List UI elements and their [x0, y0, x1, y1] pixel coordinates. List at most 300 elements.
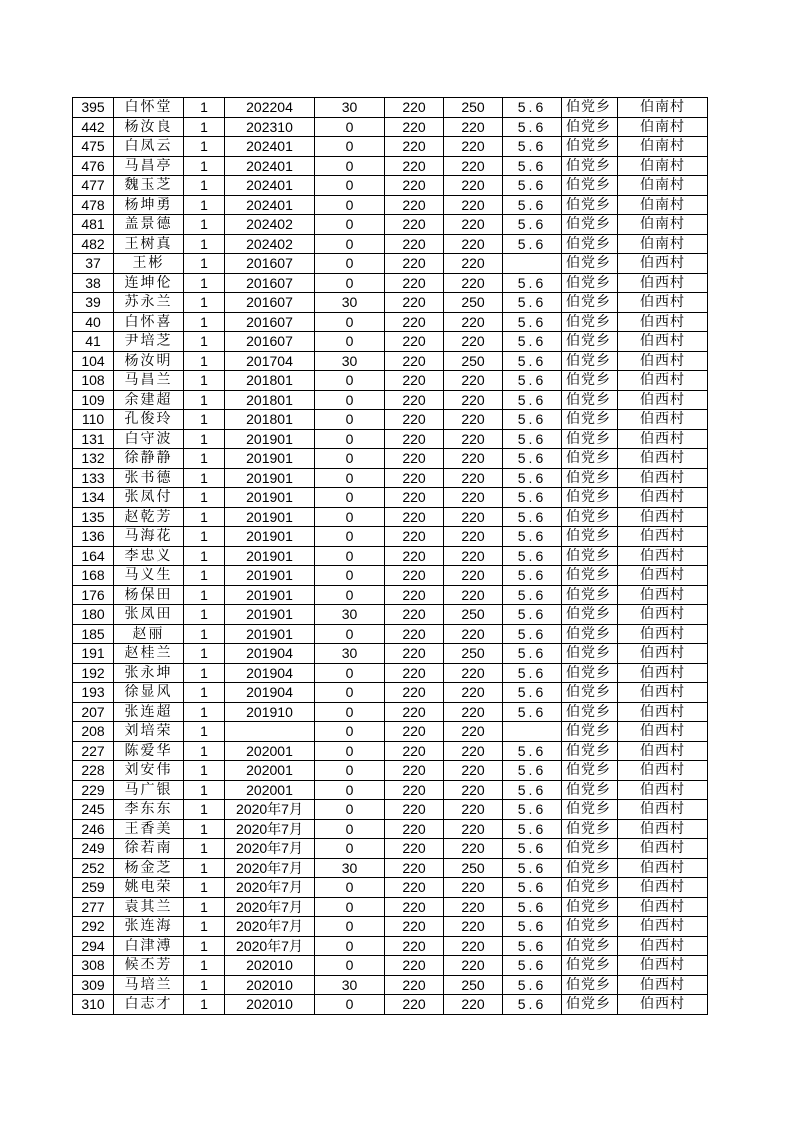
cell-serial-number: 478 — [73, 195, 114, 215]
cell-village: 伯西村 — [618, 702, 708, 722]
cell-extra-amount: 0 — [315, 332, 385, 352]
cell-serial-number: 309 — [73, 975, 114, 995]
cell-count: 1 — [184, 663, 225, 683]
cell-extra-amount: 0 — [315, 254, 385, 274]
cell-base-amount: 220 — [385, 546, 444, 566]
cell-base-amount: 220 — [385, 215, 444, 235]
cell-serial-number: 249 — [73, 839, 114, 859]
cell-name: 马培兰 — [114, 975, 184, 995]
cell-base-amount: 220 — [385, 839, 444, 859]
cell-base-amount: 220 — [385, 858, 444, 878]
cell-start-month: 201607 — [225, 273, 315, 293]
cell-count: 1 — [184, 390, 225, 410]
cell-start-month — [225, 722, 315, 742]
cell-township: 伯党乡 — [562, 878, 618, 898]
cell-village: 伯西村 — [618, 468, 708, 488]
cell-count: 1 — [184, 215, 225, 235]
cell-serial-number: 39 — [73, 293, 114, 313]
cell-serial-number: 192 — [73, 663, 114, 683]
cell-serial-number: 110 — [73, 410, 114, 430]
cell-village: 伯西村 — [618, 663, 708, 683]
cell-township: 伯党乡 — [562, 156, 618, 176]
cell-start-month: 201901 — [225, 527, 315, 547]
cell-township: 伯党乡 — [562, 897, 618, 917]
cell-village: 伯西村 — [618, 527, 708, 547]
cell-base-amount: 220 — [385, 819, 444, 839]
cell-base-amount: 220 — [385, 468, 444, 488]
cell-township: 伯党乡 — [562, 234, 618, 254]
cell-village: 伯西村 — [618, 507, 708, 527]
cell-start-month: 201607 — [225, 332, 315, 352]
cell-serial-number: 208 — [73, 722, 114, 742]
table-row — [73, 858, 708, 878]
cell-serial-number: 227 — [73, 741, 114, 761]
cell-rate: 5.6 — [503, 215, 562, 235]
cell-name: 孔俊玲 — [114, 410, 184, 430]
table-row — [73, 956, 708, 976]
cell-serial-number: 246 — [73, 819, 114, 839]
table-row — [73, 702, 708, 722]
cell-name: 张凤田 — [114, 605, 184, 625]
cell-total-amount: 220 — [444, 761, 503, 781]
cell-township: 伯党乡 — [562, 624, 618, 644]
cell-rate: 5.6 — [503, 839, 562, 859]
table-row — [73, 741, 708, 761]
cell-base-amount: 220 — [385, 137, 444, 157]
cell-village: 伯西村 — [618, 390, 708, 410]
cell-base-amount: 220 — [385, 332, 444, 352]
cell-total-amount: 220 — [444, 273, 503, 293]
cell-extra-amount: 0 — [315, 546, 385, 566]
cell-village: 伯西村 — [618, 741, 708, 761]
cell-village: 伯西村 — [618, 917, 708, 937]
cell-serial-number: 475 — [73, 137, 114, 157]
cell-serial-number: 109 — [73, 390, 114, 410]
cell-extra-amount: 0 — [315, 234, 385, 254]
cell-start-month: 201901 — [225, 488, 315, 508]
cell-base-amount: 220 — [385, 936, 444, 956]
cell-total-amount: 250 — [444, 858, 503, 878]
cell-rate: 5.6 — [503, 137, 562, 157]
cell-total-amount: 220 — [444, 566, 503, 586]
cell-serial-number: 229 — [73, 780, 114, 800]
cell-total-amount: 220 — [444, 839, 503, 859]
cell-name: 杨保田 — [114, 585, 184, 605]
cell-extra-amount: 0 — [315, 273, 385, 293]
cell-extra-amount: 0 — [315, 176, 385, 196]
cell-start-month: 2020年7月 — [225, 917, 315, 937]
cell-start-month: 201901 — [225, 546, 315, 566]
cell-village: 伯西村 — [618, 273, 708, 293]
cell-rate: 5.6 — [503, 761, 562, 781]
cell-base-amount: 220 — [385, 429, 444, 449]
cell-extra-amount: 0 — [315, 936, 385, 956]
table-row — [73, 683, 708, 703]
cell-start-month: 2020年7月 — [225, 800, 315, 820]
cell-count: 1 — [184, 878, 225, 898]
cell-rate: 5.6 — [503, 195, 562, 215]
cell-extra-amount: 0 — [315, 624, 385, 644]
cell-serial-number: 245 — [73, 800, 114, 820]
cell-rate: 5.6 — [503, 605, 562, 625]
cell-total-amount: 250 — [444, 975, 503, 995]
cell-extra-amount: 0 — [315, 117, 385, 137]
cell-name: 徐静静 — [114, 449, 184, 469]
cell-village: 伯西村 — [618, 605, 708, 625]
cell-extra-amount: 0 — [315, 663, 385, 683]
cell-count: 1 — [184, 546, 225, 566]
cell-rate: 5.6 — [503, 780, 562, 800]
cell-base-amount: 220 — [385, 663, 444, 683]
cell-base-amount: 220 — [385, 117, 444, 137]
cell-rate: 5.6 — [503, 644, 562, 664]
cell-base-amount: 220 — [385, 761, 444, 781]
cell-name: 候丕芳 — [114, 956, 184, 976]
cell-total-amount: 220 — [444, 936, 503, 956]
table-row — [73, 351, 708, 371]
cell-township: 伯党乡 — [562, 371, 618, 391]
cell-start-month: 201607 — [225, 312, 315, 332]
cell-count: 1 — [184, 800, 225, 820]
cell-extra-amount: 0 — [315, 702, 385, 722]
cell-extra-amount: 0 — [315, 585, 385, 605]
cell-base-amount: 220 — [385, 624, 444, 644]
table-row — [73, 546, 708, 566]
cell-rate: 5.6 — [503, 273, 562, 293]
table-row — [73, 878, 708, 898]
table-row — [73, 585, 708, 605]
cell-extra-amount: 30 — [315, 293, 385, 313]
cell-start-month: 201801 — [225, 390, 315, 410]
cell-count: 1 — [184, 410, 225, 430]
cell-village: 伯西村 — [618, 858, 708, 878]
cell-total-amount: 220 — [444, 507, 503, 527]
cell-start-month: 201910 — [225, 702, 315, 722]
cell-township: 伯党乡 — [562, 176, 618, 196]
cell-serial-number: 41 — [73, 332, 114, 352]
cell-base-amount: 220 — [385, 351, 444, 371]
cell-rate: 5.6 — [503, 371, 562, 391]
cell-serial-number: 476 — [73, 156, 114, 176]
cell-name: 张凤付 — [114, 488, 184, 508]
cell-village: 伯南村 — [618, 156, 708, 176]
cell-base-amount: 220 — [385, 410, 444, 430]
table-row — [73, 722, 708, 742]
cell-township: 伯党乡 — [562, 605, 618, 625]
cell-rate — [503, 254, 562, 274]
cell-name: 赵桂兰 — [114, 644, 184, 664]
cell-township: 伯党乡 — [562, 566, 618, 586]
cell-rate: 5.6 — [503, 176, 562, 196]
cell-base-amount: 220 — [385, 800, 444, 820]
cell-base-amount: 220 — [385, 956, 444, 976]
cell-start-month: 201901 — [225, 566, 315, 586]
cell-start-month: 201607 — [225, 293, 315, 313]
cell-start-month: 202401 — [225, 195, 315, 215]
cell-extra-amount: 0 — [315, 839, 385, 859]
cell-township: 伯党乡 — [562, 917, 618, 937]
cell-village: 伯南村 — [618, 234, 708, 254]
cell-rate: 5.6 — [503, 566, 562, 586]
cell-serial-number: 482 — [73, 234, 114, 254]
cell-name: 杨金芝 — [114, 858, 184, 878]
cell-extra-amount: 30 — [315, 644, 385, 664]
cell-name: 白凤云 — [114, 137, 184, 157]
cell-township: 伯党乡 — [562, 546, 618, 566]
table-row — [73, 117, 708, 137]
cell-extra-amount: 0 — [315, 780, 385, 800]
cell-start-month: 201901 — [225, 429, 315, 449]
cell-total-amount: 220 — [444, 819, 503, 839]
cell-serial-number: 477 — [73, 176, 114, 196]
cell-village: 伯西村 — [618, 644, 708, 664]
cell-rate: 5.6 — [503, 546, 562, 566]
cell-total-amount: 220 — [444, 215, 503, 235]
cell-count: 1 — [184, 468, 225, 488]
cell-count: 1 — [184, 722, 225, 742]
cell-township: 伯党乡 — [562, 507, 618, 527]
cell-start-month: 202010 — [225, 995, 315, 1015]
cell-base-amount: 220 — [385, 527, 444, 547]
cell-village: 伯南村 — [618, 98, 708, 118]
cell-serial-number: 395 — [73, 98, 114, 118]
cell-name: 王香美 — [114, 819, 184, 839]
cell-rate: 5.6 — [503, 878, 562, 898]
cell-total-amount: 220 — [444, 254, 503, 274]
cell-serial-number: 134 — [73, 488, 114, 508]
cell-name: 张连海 — [114, 917, 184, 937]
cell-base-amount: 220 — [385, 975, 444, 995]
cell-village: 伯西村 — [618, 429, 708, 449]
cell-count: 1 — [184, 488, 225, 508]
table-row — [73, 449, 708, 469]
cell-count: 1 — [184, 254, 225, 274]
cell-total-amount: 220 — [444, 741, 503, 761]
table-row — [73, 254, 708, 274]
cell-total-amount: 220 — [444, 390, 503, 410]
cell-rate: 5.6 — [503, 293, 562, 313]
cell-township: 伯党乡 — [562, 273, 618, 293]
cell-extra-amount: 0 — [315, 917, 385, 937]
cell-total-amount: 220 — [444, 663, 503, 683]
cell-base-amount: 220 — [385, 702, 444, 722]
cell-township: 伯党乡 — [562, 410, 618, 430]
cell-base-amount: 220 — [385, 293, 444, 313]
cell-rate: 5.6 — [503, 897, 562, 917]
cell-rate: 5.6 — [503, 975, 562, 995]
cell-start-month: 2020年7月 — [225, 897, 315, 917]
table-row — [73, 488, 708, 508]
table-row — [73, 371, 708, 391]
cell-extra-amount: 0 — [315, 741, 385, 761]
cell-name: 姚电荣 — [114, 878, 184, 898]
cell-name: 杨坤勇 — [114, 195, 184, 215]
cell-base-amount: 220 — [385, 741, 444, 761]
cell-village: 伯西村 — [618, 722, 708, 742]
cell-serial-number: 185 — [73, 624, 114, 644]
cell-township: 伯党乡 — [562, 839, 618, 859]
cell-village: 伯西村 — [618, 488, 708, 508]
cell-village: 伯南村 — [618, 137, 708, 157]
cell-name: 杨汝良 — [114, 117, 184, 137]
cell-total-amount: 220 — [444, 995, 503, 1015]
cell-start-month: 202402 — [225, 234, 315, 254]
cell-extra-amount: 0 — [315, 761, 385, 781]
cell-count: 1 — [184, 839, 225, 859]
table-row — [73, 156, 708, 176]
cell-extra-amount: 0 — [315, 195, 385, 215]
cell-serial-number: 136 — [73, 527, 114, 547]
cell-township: 伯党乡 — [562, 780, 618, 800]
cell-extra-amount: 0 — [315, 468, 385, 488]
cell-extra-amount: 0 — [315, 488, 385, 508]
cell-start-month: 202204 — [225, 98, 315, 118]
cell-base-amount: 220 — [385, 566, 444, 586]
cell-base-amount: 220 — [385, 176, 444, 196]
cell-total-amount: 220 — [444, 878, 503, 898]
cell-extra-amount: 0 — [315, 897, 385, 917]
cell-serial-number: 252 — [73, 858, 114, 878]
cell-rate: 5.6 — [503, 800, 562, 820]
cell-total-amount: 250 — [444, 351, 503, 371]
cell-serial-number: 481 — [73, 215, 114, 235]
cell-village: 伯西村 — [618, 566, 708, 586]
cell-start-month: 202001 — [225, 780, 315, 800]
cell-name: 马昌亭 — [114, 156, 184, 176]
cell-extra-amount: 0 — [315, 390, 385, 410]
cell-count: 1 — [184, 234, 225, 254]
table-row — [73, 410, 708, 430]
cell-extra-amount: 0 — [315, 156, 385, 176]
cell-township: 伯党乡 — [562, 995, 618, 1015]
cell-total-amount: 220 — [444, 897, 503, 917]
cell-township: 伯党乡 — [562, 215, 618, 235]
cell-extra-amount: 0 — [315, 371, 385, 391]
cell-township: 伯党乡 — [562, 644, 618, 664]
cell-extra-amount: 30 — [315, 975, 385, 995]
cell-village: 伯西村 — [618, 449, 708, 469]
cell-village: 伯西村 — [618, 975, 708, 995]
cell-count: 1 — [184, 98, 225, 118]
cell-count: 1 — [184, 741, 225, 761]
cell-total-amount: 220 — [444, 546, 503, 566]
cell-count: 1 — [184, 819, 225, 839]
cell-name: 王彬 — [114, 254, 184, 274]
cell-count: 1 — [184, 195, 225, 215]
cell-start-month: 201904 — [225, 663, 315, 683]
cell-name: 白志才 — [114, 995, 184, 1015]
cell-total-amount: 250 — [444, 605, 503, 625]
cell-township: 伯党乡 — [562, 117, 618, 137]
cell-extra-amount: 0 — [315, 507, 385, 527]
cell-count: 1 — [184, 702, 225, 722]
cell-total-amount: 250 — [444, 644, 503, 664]
cell-village: 伯西村 — [618, 819, 708, 839]
cell-start-month: 2020年7月 — [225, 878, 315, 898]
cell-rate: 5.6 — [503, 956, 562, 976]
table-row — [73, 507, 708, 527]
cell-township: 伯党乡 — [562, 819, 618, 839]
cell-count: 1 — [184, 507, 225, 527]
cell-serial-number: 207 — [73, 702, 114, 722]
cell-count: 1 — [184, 449, 225, 469]
cell-rate: 5.6 — [503, 683, 562, 703]
cell-name: 赵乾芳 — [114, 507, 184, 527]
cell-total-amount: 220 — [444, 585, 503, 605]
cell-extra-amount: 0 — [315, 449, 385, 469]
cell-count: 1 — [184, 936, 225, 956]
cell-total-amount: 220 — [444, 800, 503, 820]
cell-total-amount: 220 — [444, 683, 503, 703]
cell-extra-amount: 30 — [315, 98, 385, 118]
cell-village: 伯西村 — [618, 332, 708, 352]
cell-base-amount: 220 — [385, 371, 444, 391]
cell-base-amount: 220 — [385, 234, 444, 254]
table-row — [73, 176, 708, 196]
cell-serial-number: 131 — [73, 429, 114, 449]
cell-serial-number: 277 — [73, 897, 114, 917]
cell-name: 马广银 — [114, 780, 184, 800]
cell-count: 1 — [184, 605, 225, 625]
cell-total-amount: 220 — [444, 956, 503, 976]
cell-serial-number: 180 — [73, 605, 114, 625]
cell-township: 伯党乡 — [562, 312, 618, 332]
cell-name: 杨汝明 — [114, 351, 184, 371]
cell-extra-amount: 0 — [315, 137, 385, 157]
cell-start-month: 2020年7月 — [225, 936, 315, 956]
table-row — [73, 468, 708, 488]
table-row — [73, 663, 708, 683]
cell-village: 伯西村 — [618, 839, 708, 859]
table-row — [73, 312, 708, 332]
cell-count: 1 — [184, 624, 225, 644]
cell-start-month: 201904 — [225, 644, 315, 664]
cell-township: 伯党乡 — [562, 702, 618, 722]
cell-township: 伯党乡 — [562, 137, 618, 157]
table-row — [73, 527, 708, 547]
cell-village: 伯西村 — [618, 351, 708, 371]
cell-township: 伯党乡 — [562, 761, 618, 781]
cell-count: 1 — [184, 351, 225, 371]
cell-total-amount: 220 — [444, 702, 503, 722]
cell-township: 伯党乡 — [562, 488, 618, 508]
cell-total-amount: 250 — [444, 98, 503, 118]
table-row — [73, 605, 708, 625]
cell-rate: 5.6 — [503, 741, 562, 761]
table-row — [73, 780, 708, 800]
table-row — [73, 800, 708, 820]
cell-base-amount: 220 — [385, 449, 444, 469]
table-row — [73, 429, 708, 449]
cell-township: 伯党乡 — [562, 332, 618, 352]
cell-serial-number: 308 — [73, 956, 114, 976]
cell-serial-number: 37 — [73, 254, 114, 274]
cell-serial-number: 228 — [73, 761, 114, 781]
cell-name: 马义生 — [114, 566, 184, 586]
cell-township: 伯党乡 — [562, 975, 618, 995]
cell-name: 白怀堂 — [114, 98, 184, 118]
table-row — [73, 761, 708, 781]
table-row — [73, 995, 708, 1015]
cell-base-amount: 220 — [385, 156, 444, 176]
cell-name: 徐若南 — [114, 839, 184, 859]
cell-rate: 5.6 — [503, 624, 562, 644]
cell-extra-amount: 0 — [315, 722, 385, 742]
cell-total-amount: 220 — [444, 410, 503, 430]
cell-extra-amount: 0 — [315, 527, 385, 547]
cell-name: 陈爱华 — [114, 741, 184, 761]
cell-base-amount: 220 — [385, 878, 444, 898]
